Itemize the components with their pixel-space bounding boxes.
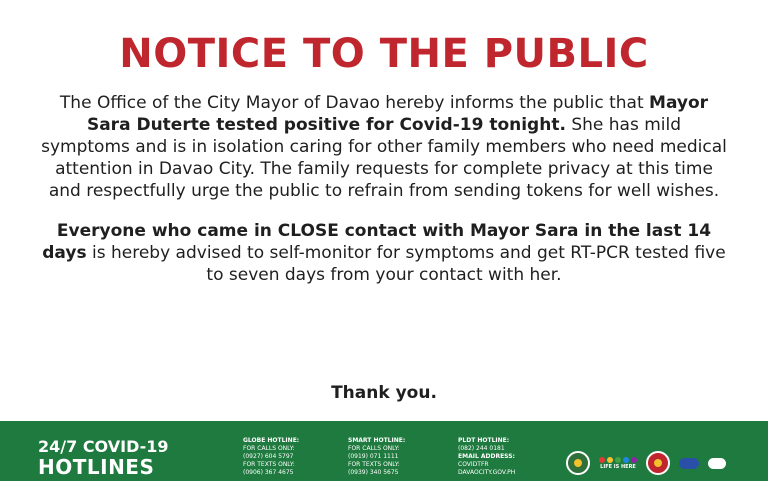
pldt-label: PLDT HOTLINE: bbox=[458, 437, 510, 444]
para1-bold: Mayor Sara Duterte tested positive for Covid-19 tonight. bbox=[86, 93, 709, 135]
smart-texts-number[interactable]: (0939) 340 5675 bbox=[348, 469, 399, 476]
globe-texts-label: FOR TEXTS ONLY: bbox=[243, 461, 295, 468]
life-is-here-logo bbox=[599, 457, 637, 470]
agency-badge-icon bbox=[679, 458, 699, 469]
partner-badge-icon bbox=[708, 458, 726, 469]
globe-texts-number[interactable]: (0906) 367 4675 bbox=[243, 469, 294, 476]
pldt-hotline bbox=[458, 437, 515, 477]
notice-body bbox=[40, 92, 728, 286]
thank-you-text: Thank you. bbox=[331, 383, 437, 403]
city-seal-icon bbox=[566, 451, 590, 475]
dot-icon bbox=[615, 457, 621, 463]
colored-dots-icon bbox=[599, 457, 637, 463]
globe-calls-label: FOR CALLS ONLY: bbox=[243, 445, 295, 452]
dot-icon bbox=[599, 457, 605, 463]
email-line1[interactable]: COVIDTFR bbox=[458, 461, 489, 468]
para2-bold: Everyone who came in CLOSE contact with Mayor Sara in the last 14 days bbox=[42, 221, 712, 263]
notice-title: NOTICE TO THE PUBLIC bbox=[119, 31, 649, 77]
para2-rest: is hereby advised to self-monitor for symptoms and get RT-PCR tested five to seven days from your contact with her. bbox=[86, 243, 726, 285]
dot-icon bbox=[623, 457, 629, 463]
email-label: EMAIL ADDRESS: bbox=[458, 453, 515, 460]
email-line2[interactable]: DAVAOCITY.GOV.PH bbox=[458, 469, 516, 476]
notice-paragraph-1 bbox=[40, 92, 728, 202]
smart-calls-number[interactable]: (0919) 071 1111 bbox=[348, 453, 399, 460]
dot-icon bbox=[607, 457, 613, 463]
para1-rest: She has mild symptoms and is in isolation caring for other family members who need medical attention in Davao City. The family requests for complete privacy at this time and respectfully urge the public to refrain from sending tokens for well wishes. bbox=[41, 115, 727, 201]
globe-calls-number[interactable]: (0927) 604 5797 bbox=[243, 453, 294, 460]
hotlines-title bbox=[38, 437, 169, 477]
globe-label: GLOBE HOTLINE: bbox=[243, 437, 300, 444]
pldt-number[interactable]: (082) 244 0181 bbox=[458, 445, 505, 452]
notice-paragraph-2 bbox=[40, 220, 728, 286]
dot-icon bbox=[631, 457, 637, 463]
agency-seal-icon bbox=[646, 451, 670, 475]
smart-label: SMART HOTLINE: bbox=[348, 437, 406, 444]
globe-hotline bbox=[243, 437, 299, 477]
life-is-here-text: LIFE IS HERE bbox=[600, 463, 636, 470]
smart-calls-label: FOR CALLS ONLY: bbox=[348, 445, 400, 452]
hotlines-title-line1: 24/7 COVID-19 bbox=[38, 437, 169, 456]
para1-intro: The Office of the City Mayor of Davao hereby informs the public that bbox=[59, 93, 650, 113]
smart-hotline bbox=[348, 437, 405, 477]
smart-texts-label: FOR TEXTS ONLY: bbox=[348, 461, 400, 468]
hotlines-footer bbox=[0, 421, 768, 481]
hotlines-title-line2: HOTLINES bbox=[38, 455, 155, 479]
logo-row bbox=[566, 451, 726, 475]
